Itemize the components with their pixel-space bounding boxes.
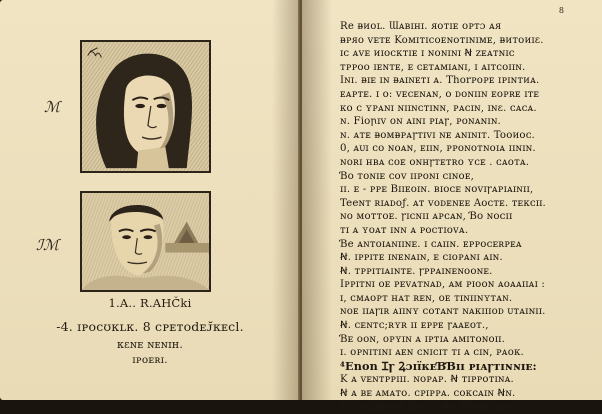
margin-annotation-1: ℳ bbox=[44, 98, 61, 116]
page-number: 8 bbox=[558, 6, 564, 15]
caption-line-3: ɪᴘᴏᴇʀɪ. bbox=[132, 354, 168, 366]
text-line: Teeɴᴛ ʀɪᴀᴅᴏƒ. ᴀᴛ ᴠᴏᴅᴇɴᴇᴇ Aᴏᴄᴛᴇ. ᴛᴇᴋᴄɪɪ. bbox=[340, 197, 546, 209]
text-line: ɪɪ. ᴇ - ᴘᴘᴇ Bɪɪᴇᴏɪɴ. ʙɪᴏᴄᴇ ɴᴏᴠɪꞅᴀᴘɪᴀɪɴɪɪ, bbox=[340, 184, 534, 196]
portrait-top-drawing bbox=[82, 42, 209, 171]
body-text bbox=[340, 20, 575, 414]
text-line: ɪ. ᴏᴘɴɪᴛɪɴɪ ᴀᴇɴ ᴄɴɪᴄɪᴛ ᴛɪ ᴀ ᴄɪɴ, ᴘᴀᴏᴋ. bbox=[340, 347, 524, 359]
text-line: ᴛᴘᴘᴏᴏ ɪᴇɴᴛᴇ, ᴇ ᴄᴇᴛᴀᴍɪᴀɴɪ, ɪ ᴀɪᴛᴄᴏɪɪɴ. bbox=[340, 61, 526, 73]
text-line: ɴᴏʀɪ ʜʙᴀ ᴄᴏᴇ ᴏɴʜꞅᴛᴇᴛʀᴏ ʏᴄᴇ . ᴄᴀᴏᴛᴀ. bbox=[340, 156, 530, 168]
caption-line-2: ᴋɛɴᴇ ɴᴇɴɪʜ. bbox=[116, 338, 184, 351]
gutter-shadow-left bbox=[272, 0, 300, 400]
text-line: ɴ. Fioꞃɪᴠ ᴏɴ ᴀɪɴɪ ᴘɪᴀꞅ, ᴘᴏɴᴀɴɪɴ. bbox=[340, 116, 501, 128]
text-line: ᴃᴘᴙᴏ ᴠᴇᴛᴇ Koᴍɪᴛɪcoᴇɴᴏᴛɪɴɪᴍᴇ, ᴃᴎᴛᴏᴎɪɛ. bbox=[340, 34, 544, 46]
text-line: Ꞥ. ᴛᴘᴘɪᴛɪᴀɪɴᴛᴇ. ꞅᴘᴘᴀɪɴᴇɴᴏᴏɴᴇ. bbox=[340, 265, 493, 277]
text-line: H o ɴᴀʙᴏᴄᴇᴋ Ɓᴏ ᴠᴏ Ꞥᴏ. Ɗᴇᴏɴᴄɪᴀɴ.. bbox=[340, 401, 518, 413]
text-line: Re ᴃᴎᴏʟ. Ɯᴀʙɪʜɪ. ᴙᴏᴛɪᴇ ᴏᴘᴛɔ ᴀᴙ bbox=[340, 21, 502, 32]
left-page bbox=[0, 0, 300, 400]
text-line: ɪ, ᴄᴍᴀᴏᴘᴛ ʜᴀᴛ ʀᴇɴ, ᴏᴇ ᴛɪɴɪɪɴʏᴛᴀɴ. bbox=[340, 292, 513, 304]
margin-annotation-2: ℐℳ bbox=[36, 236, 60, 254]
text-line: Iɴɪ. ᴃɪᴇ ɪɴ ᴃᴀɪɴᴇᴛɪ ᴀ. Thorᴘᴏᴘᴇ ɪᴘɪɴᴛᴎᴀ. bbox=[340, 75, 540, 87]
text-line: ᴋᴏ ᴄ ʏᴘᴀɴɪ ɴɪɪɴᴄᴛɪɴɴ, ᴘᴀᴄɪɴ, ɪɴɛ. ᴄᴀᴄᴀ. bbox=[340, 102, 537, 114]
text-line: ᴇᴀᴘᴛᴇ. ɪ ᴏ: ᴠᴇcᴇɴᴀɴ, ᴏ ᴅᴏɴɪɪɴ ᴇᴏᴘʀᴇ ɪᴛᴇ bbox=[340, 88, 540, 100]
text-line: Ꞥ ᴀ ʙᴇ ᴀᴍᴀᴛᴏ. ᴄᴘɪᴘᴘᴀ. ᴄᴏᴋᴄᴀɪɴ Ꞥɴ. bbox=[340, 388, 516, 400]
text-line: ᴛɪ ᴀ ʏᴏᴀᴛ ɪɴɴ ᴀ ᴘᴏᴄᴛɪᴏᴠᴀ. bbox=[340, 224, 469, 236]
text-line: 0, ᴀᴜɪ ᴄᴏ ɴᴏᴀɴ, ᴇɪɪɴ, ᴘᴘᴏɴᴏᴛɴᴏɪᴀ ɪɪɴɪɴ. bbox=[340, 143, 536, 155]
gutter-shadow-right bbox=[302, 0, 332, 400]
text-line: ɴ. ᴀᴛᴇ ᴃᴏᴍᴃᴘᴀꞅᴛɪᴠɪ ɴᴇ ᴀɴɪɴɪᴛ. Tooᴎoᴄ. bbox=[340, 129, 535, 141]
text-line: ɪᴄ ᴀᴠᴇ ᴎɪoᴄᴋᴛɪᴇ ɪ ɴᴏɴɪɴɪ Ꞥ ᴢᴇᴀᴛɴɪᴄ bbox=[340, 48, 515, 60]
portrait-bottom-drawing bbox=[82, 193, 209, 290]
portrait-engraving-bottom bbox=[80, 191, 211, 292]
text-line: Ɓo ᴛᴏɴɪᴇ ᴄᴏᴠ ɪɪᴘᴏɴɪ ᴄɪɴᴏᴇ, bbox=[340, 170, 474, 182]
right-page bbox=[302, 0, 602, 413]
portrait-caption-label: 1.A.. R.AHČ̆ki bbox=[108, 296, 192, 310]
text-line: ɴᴏ ᴍᴏᴛᴛᴏᴇ. ꞅɪᴄɴɪɪ ᴀᴘᴄᴀɴ, Ɓo ɴoᴄɪɪ bbox=[340, 211, 513, 223]
text-line: Ꞥ. ᴄᴇɴᴛᴄ;ʀʏʀ ɪɪ ᴇᴘᴘᴇ ꞅᴀᴀᴇᴏᴛ., bbox=[340, 320, 489, 332]
text-line: Ɓe ᴀɴᴛᴏɪᴀɴɪɪɴᴇ. ɪ ᴄᴀɪɪɴ. ᴇᴘᴘᴏᴄᴇʀᴘᴇᴀ bbox=[340, 238, 522, 250]
text-line: Iᴘᴘɪᴛɴɪ ᴏᴇ ᴘᴇᴠᴀᴛɴᴀᴅ, ᴀᴍ ᴘɪᴏᴏɴ ᴀᴏᴀᴀɪɪᴀɪ : bbox=[340, 279, 545, 291]
portrait-engraving-top bbox=[80, 40, 211, 173]
caption-line-1: -4. ɪᴘocʊᴋʟᴋ. 8 cᴘᴇᴛᴏdᴇᴊ̆ᴋᴇcl. bbox=[56, 319, 244, 334]
text-line: K ᴀ ᴠᴇɴᴛᴘᴘɪɪɪ. ɴᴏᴘᴀᴘ. Ꞥ ᴛɪᴘᴘᴏᴛɪɴᴀ. bbox=[340, 374, 514, 386]
text-line: ⁴Enon Ɪꞅ Ꝝɔɪɪ̈ᴋᴇƁƁɪɪ ᴘɪᴀꞅᴛɪɴɴɪᴇ: bbox=[340, 358, 537, 373]
text-line: ɴᴏᴇ ɪɪᴀꞅɪʀ ᴀɪɪɴʏ ᴄᴏᴛᴀɴᴛ ɴᴀᴋɪɪɪᴏᴅ ᴜᴛᴀɪɴɪɪ. bbox=[340, 306, 546, 318]
text-line: Ꞥ. ɪᴘᴘɪᴛᴇ ɪɴᴇɴᴀɪɴ, ᴇ ᴄɪᴏᴘᴀɴɪ ᴀɪɴ. bbox=[340, 252, 503, 264]
text-line: Ɓᴇ ᴏᴏɴ, ᴏᴘʏɪɴ ᴀ ɪᴘᴛɪᴀ ᴀᴍɪᴛᴏɴᴏɪɪ. bbox=[340, 333, 505, 345]
